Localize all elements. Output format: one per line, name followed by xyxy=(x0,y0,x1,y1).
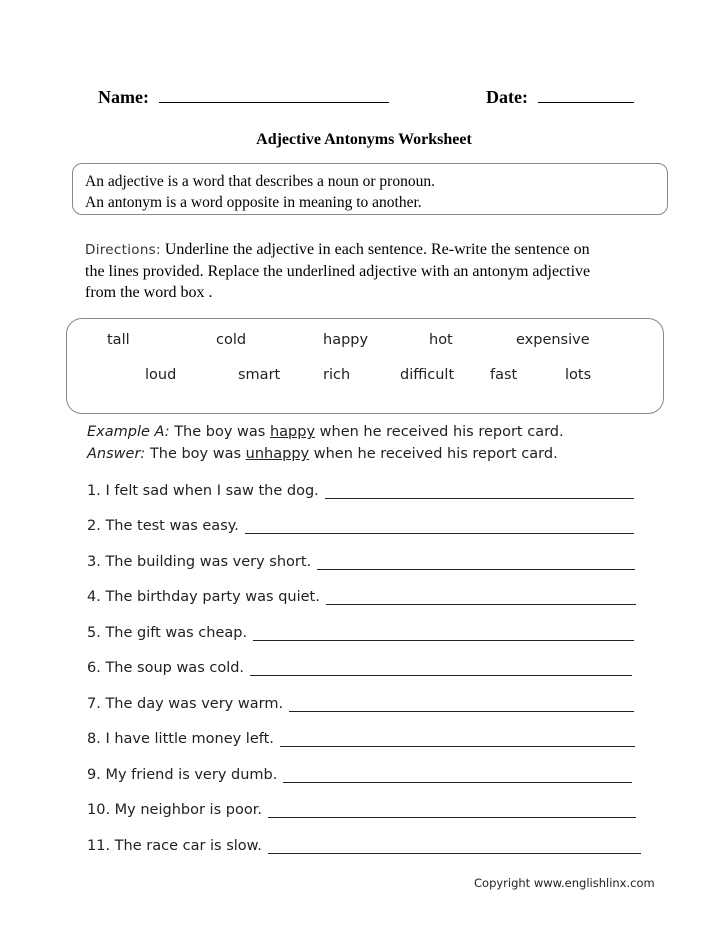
date-label: Date: xyxy=(486,87,528,107)
word-box-word: lots xyxy=(565,367,592,383)
directions-label: Directions: xyxy=(85,242,161,258)
question-text: 4. The birthday party was quiet. xyxy=(87,589,320,605)
question-text: 7. The day was very warm. xyxy=(87,696,284,712)
answer-line[interactable] xyxy=(268,805,636,818)
directions-line-3: from the word box . xyxy=(85,284,213,301)
name-field[interactable] xyxy=(98,86,389,108)
question-row[interactable] xyxy=(87,483,634,499)
question-text: 11. The race car is slow. xyxy=(87,838,262,854)
question-text: 5. The gift was cheap. xyxy=(87,625,248,641)
answer-line[interactable] xyxy=(245,521,634,534)
question-text: 2. The test was easy. xyxy=(87,518,239,534)
example-text: The boy was xyxy=(169,424,270,440)
question-row[interactable] xyxy=(87,696,634,712)
word-box-word: fast xyxy=(490,367,518,383)
date-blank[interactable] xyxy=(538,86,634,103)
question-row[interactable] xyxy=(87,838,641,854)
answer-line[interactable] xyxy=(250,663,632,676)
question-text: 3. The building was very short. xyxy=(87,554,312,570)
answer-line[interactable] xyxy=(289,699,634,712)
answer-line[interactable] xyxy=(283,770,632,783)
word-box-word: difficult xyxy=(400,367,455,383)
question-row[interactable] xyxy=(87,518,634,534)
answer-line[interactable] xyxy=(325,486,634,499)
question-text: 8. I have little money left. xyxy=(87,731,274,747)
example-adjective: happy xyxy=(269,424,316,440)
directions-line-2: the lines provided. Replace the underlined adjective with an antonym adjective xyxy=(85,263,591,280)
word-box-word: happy xyxy=(323,332,369,348)
word-box-word: hot xyxy=(429,332,453,348)
question-row[interactable] xyxy=(87,802,636,818)
question-row[interactable] xyxy=(87,589,636,605)
question-text: 6. The soup was cold. xyxy=(87,660,245,676)
question-row[interactable] xyxy=(87,767,632,783)
answer-line[interactable] xyxy=(317,557,635,570)
example-answer xyxy=(87,446,558,462)
answer-line[interactable] xyxy=(253,628,634,641)
definition-box xyxy=(72,163,668,215)
question-row[interactable] xyxy=(87,660,632,676)
answer-line[interactable] xyxy=(268,841,641,854)
answer-adjective: unhappy xyxy=(245,446,310,462)
question-row[interactable] xyxy=(87,731,635,747)
question-text: 1. I felt sad when I saw the dog. xyxy=(87,483,319,499)
example-text: when he received his report card. xyxy=(315,424,564,440)
answer-line[interactable] xyxy=(326,592,636,605)
directions xyxy=(85,239,590,303)
question-row[interactable] xyxy=(87,625,634,641)
word-box-word: loud xyxy=(145,367,177,383)
worksheet-title: Adjective Antonyms Worksheet xyxy=(256,131,472,148)
answer-label: Answer: xyxy=(87,446,146,462)
question-text: 10. My neighbor is poor. xyxy=(87,802,262,818)
answer-text: The boy was xyxy=(145,446,246,462)
word-box-word: cold xyxy=(216,332,247,348)
word-box-word: rich xyxy=(323,367,351,383)
date-field[interactable] xyxy=(486,86,634,108)
name-label: Name: xyxy=(98,87,149,107)
answer-text: when he received his report card. xyxy=(309,446,558,462)
answer-line[interactable] xyxy=(280,734,635,747)
name-blank[interactable] xyxy=(159,86,389,103)
copyright: Copyright www.englishlinx.com xyxy=(474,876,655,890)
word-box-word: tall xyxy=(107,332,130,348)
example-label: Example A: xyxy=(87,424,170,440)
word-box-word: expensive xyxy=(516,332,590,348)
word-box-word: smart xyxy=(238,367,281,383)
word-box xyxy=(66,318,664,414)
directions-line-1: Underline the adjective in each sentence. Re-write the sentence on xyxy=(164,241,590,258)
question-row[interactable] xyxy=(87,554,635,570)
example-sentence xyxy=(87,424,564,440)
definition-antonym: An antonym is a word opposite in meaning to another. xyxy=(85,194,422,211)
definition-adjective: An adjective is a word that describes a noun or pronoun. xyxy=(85,173,435,190)
question-text: 9. My friend is very dumb. xyxy=(87,767,278,783)
